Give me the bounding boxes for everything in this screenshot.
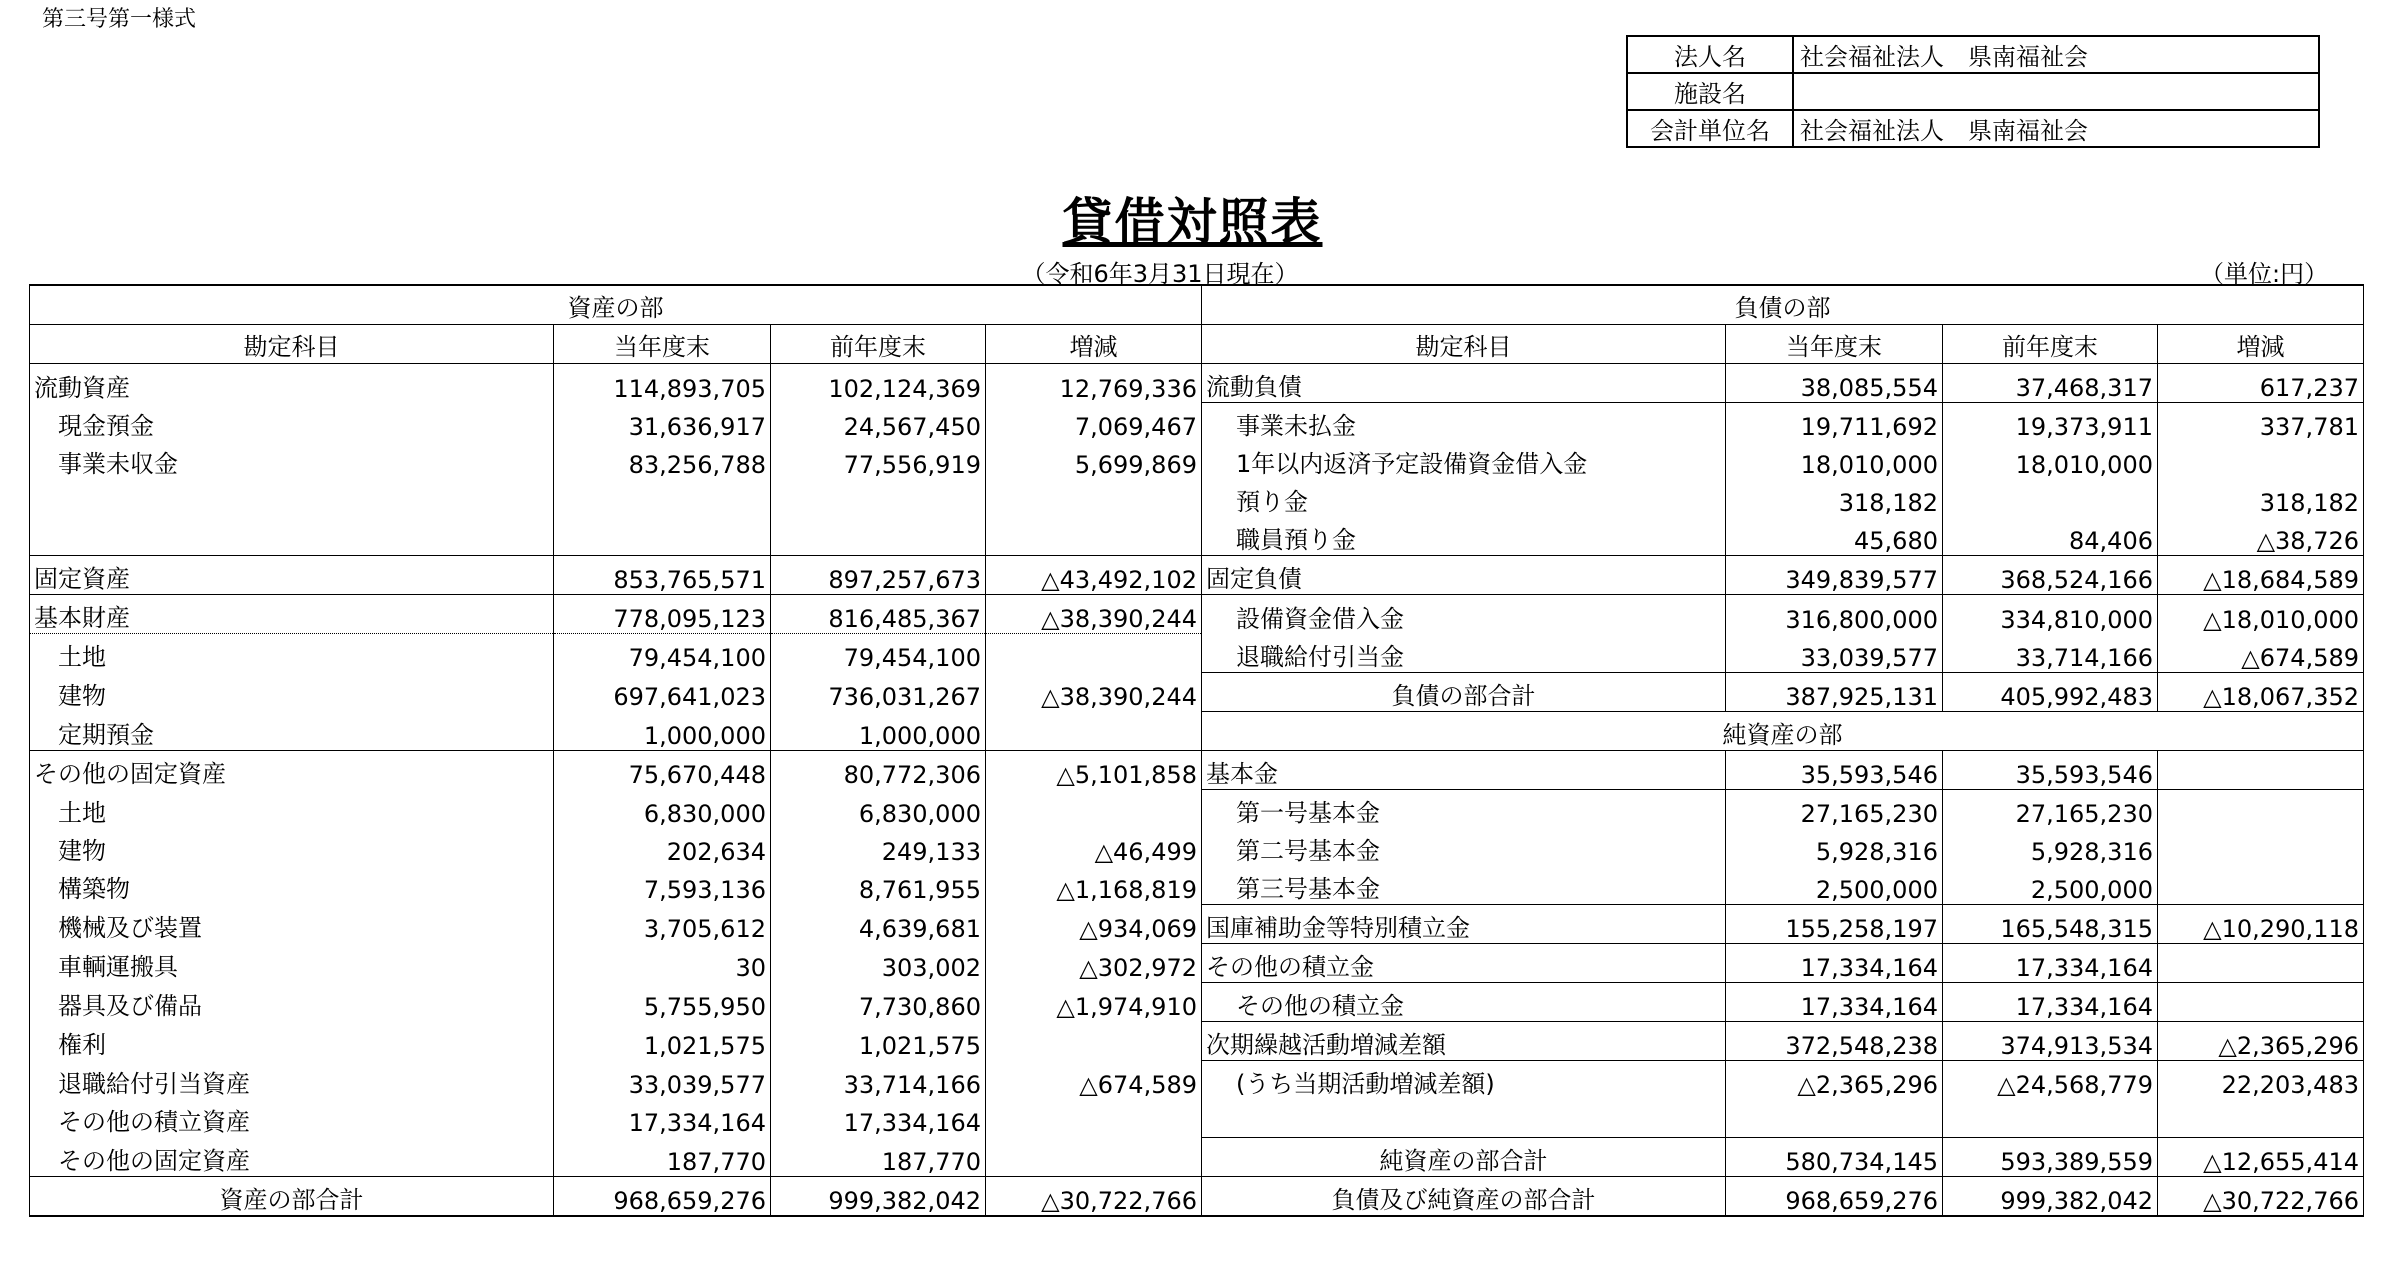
- asset-previous: 249,133: [771, 828, 986, 866]
- liability-previous: 37,468,317: [1943, 364, 2158, 403]
- liability-previous: 33,714,166: [1943, 634, 2158, 673]
- liability-previous: 84,406: [1943, 517, 2158, 556]
- liability-current: 17,334,164: [1726, 982, 1943, 1021]
- asset-previous: 102,124,369: [771, 364, 986, 403]
- assets-change-header: 増減: [986, 325, 1202, 364]
- liability-account-name: 負債の部合計: [1202, 672, 1726, 711]
- liability-change: [2158, 789, 2364, 828]
- asset-previous: [771, 479, 986, 517]
- asset-current: 1,000,000: [554, 711, 771, 750]
- liability-previous: 165,548,315: [1943, 904, 2158, 943]
- liability-current: 5,928,316: [1726, 828, 1943, 866]
- asset-current: 697,641,023: [554, 672, 771, 711]
- asset-change: △38,390,244: [986, 672, 1202, 711]
- asset-change: [986, 711, 1202, 750]
- liability-previous: [1943, 1099, 2158, 1138]
- liability-change: [2158, 982, 2364, 1021]
- net-assets-section-header: 純資産の部: [1202, 711, 2364, 750]
- table-row: [30, 828, 2364, 866]
- asset-previous: 77,556,919: [771, 441, 986, 479]
- asset-change: △46,499: [986, 828, 1202, 866]
- asset-previous: 8,761,955: [771, 866, 986, 905]
- liability-change: 318,182: [2158, 479, 2364, 517]
- liability-account-name: 第三号基本金: [1202, 866, 1726, 905]
- asset-account-name: 事業未収金: [30, 441, 554, 479]
- facility-name-label: 施設名: [1627, 73, 1793, 110]
- as-of-date: （令和6年3月31日現在）: [1021, 260, 1299, 288]
- asset-change: [986, 517, 1202, 556]
- asset-current: 79,454,100: [554, 634, 771, 673]
- table-row: [30, 866, 2364, 905]
- asset-change: [986, 1099, 1202, 1138]
- liability-previous: 593,389,559: [1943, 1137, 2158, 1176]
- liability-current: 155,258,197: [1726, 904, 1943, 943]
- liability-current: 318,182: [1726, 479, 1943, 517]
- asset-previous: 187,770: [771, 1137, 986, 1176]
- liabilities-section-header: 負債の部: [1202, 285, 2364, 325]
- asset-current: 5,755,950: [554, 982, 771, 1021]
- liability-change: [2158, 750, 2364, 789]
- asset-current: 187,770: [554, 1137, 771, 1176]
- liability-current: 316,800,000: [1726, 595, 1943, 634]
- table-row: [30, 1137, 2364, 1176]
- asset-account-name: 退職給付引当資産: [30, 1060, 554, 1099]
- liability-change: [2158, 943, 2364, 982]
- asset-change: 5,699,869: [986, 441, 1202, 479]
- corporation-name-label: 法人名: [1627, 36, 1793, 73]
- asset-current: 31,636,917: [554, 403, 771, 442]
- table-row: [30, 904, 2364, 943]
- facility-name-value: [1793, 73, 2319, 110]
- asset-previous: 17,334,164: [771, 1099, 986, 1138]
- accounting-unit-value: 社会福祉法人 県南福祉会: [1793, 110, 2319, 147]
- liability-account-name: 第一号基本金: [1202, 789, 1726, 828]
- asset-current: 202,634: [554, 828, 771, 866]
- liability-account-name: 流動負債: [1202, 364, 1726, 403]
- liability-current: 372,548,238: [1726, 1021, 1943, 1060]
- asset-account-name: その他の固定資産: [30, 750, 554, 789]
- table-row: [30, 711, 2364, 750]
- asset-account-name: 定期預金: [30, 711, 554, 750]
- asset-change: △1,168,819: [986, 866, 1202, 905]
- liability-account-name: 基本金: [1202, 750, 1726, 789]
- asset-account-name: 建物: [30, 672, 554, 711]
- liability-change: △12,655,414: [2158, 1137, 2364, 1176]
- liability-previous: 27,165,230: [1943, 789, 2158, 828]
- asset-previous: 999,382,042: [771, 1176, 986, 1216]
- asset-change: [986, 479, 1202, 517]
- liability-current: 27,165,230: [1726, 789, 1943, 828]
- liability-current: 45,680: [1726, 517, 1943, 556]
- liability-account-name: その他の積立金: [1202, 982, 1726, 1021]
- asset-current: [554, 517, 771, 556]
- asset-current: 3,705,612: [554, 904, 771, 943]
- liabilities-previous-header: 前年度末: [1943, 325, 2158, 364]
- liability-account-name: 預り金: [1202, 479, 1726, 517]
- asset-account-name: 権利: [30, 1021, 554, 1060]
- asset-account-name: その他の積立資産: [30, 1099, 554, 1138]
- currency-unit: （単位:円）: [2200, 260, 2329, 288]
- liability-account-name: 職員預り金: [1202, 517, 1726, 556]
- liability-previous: 17,334,164: [1943, 943, 2158, 982]
- asset-previous: 79,454,100: [771, 634, 986, 673]
- asset-current: 114,893,705: [554, 364, 771, 403]
- liability-change: △2,365,296: [2158, 1021, 2364, 1060]
- asset-account-name: 資産の部合計: [30, 1176, 554, 1216]
- liability-current: [1726, 1099, 1943, 1138]
- asset-account-name: 土地: [30, 789, 554, 828]
- assets-account-header: 勘定科目: [30, 325, 554, 364]
- liabilities-account-header: 勘定科目: [1202, 325, 1726, 364]
- asset-current: [554, 479, 771, 517]
- table-row: [30, 595, 2364, 634]
- liability-change: △30,722,766: [2158, 1176, 2364, 1216]
- liability-account-name: 1年以内返済予定設備資金借入金: [1202, 441, 1726, 479]
- asset-change: △5,101,858: [986, 750, 1202, 789]
- asset-previous: 816,485,367: [771, 595, 986, 634]
- liability-current: 33,039,577: [1726, 634, 1943, 673]
- asset-current: 778,095,123: [554, 595, 771, 634]
- asset-change: 7,069,467: [986, 403, 1202, 442]
- liability-account-name: (うち当期活動増減差額): [1202, 1060, 1726, 1099]
- asset-previous: 24,567,450: [771, 403, 986, 442]
- liability-current: 19,711,692: [1726, 403, 1943, 442]
- liability-current: 38,085,554: [1726, 364, 1943, 403]
- liability-change: △10,290,118: [2158, 904, 2364, 943]
- table-row: [30, 1021, 2364, 1060]
- asset-change: [986, 789, 1202, 828]
- liability-change: [2158, 441, 2364, 479]
- asset-previous: 1,000,000: [771, 711, 986, 750]
- table-row: [30, 403, 2364, 442]
- liability-account-name: その他の積立金: [1202, 943, 1726, 982]
- asset-previous: [771, 517, 986, 556]
- liability-change: 337,781: [2158, 403, 2364, 442]
- document-title: [0, 182, 2385, 254]
- asset-current: 1,021,575: [554, 1021, 771, 1060]
- asset-account-name: 現金預金: [30, 403, 554, 442]
- asset-change: △302,972: [986, 943, 1202, 982]
- liability-change: 22,203,483: [2158, 1060, 2364, 1099]
- assets-current-header: 当年度末: [554, 325, 771, 364]
- liability-change: △674,589: [2158, 634, 2364, 673]
- asset-current: 75,670,448: [554, 750, 771, 789]
- table-row: [30, 1176, 2364, 1216]
- liability-previous: 999,382,042: [1943, 1176, 2158, 1216]
- liability-change: [2158, 828, 2364, 866]
- balance-sheet-table: [29, 284, 2364, 1217]
- liability-change: [2158, 1099, 2364, 1138]
- asset-current: 853,765,571: [554, 556, 771, 595]
- liability-previous: 368,524,166: [1943, 556, 2158, 595]
- asset-previous: 897,257,673: [771, 556, 986, 595]
- table-row: [30, 672, 2364, 711]
- liability-current: 349,839,577: [1726, 556, 1943, 595]
- liability-account-name: 第二号基本金: [1202, 828, 1726, 866]
- asset-change: △43,492,102: [986, 556, 1202, 595]
- table-row: [30, 634, 2364, 673]
- liability-previous: 18,010,000: [1943, 441, 2158, 479]
- organization-info-box: [1626, 35, 2320, 148]
- liability-change: 617,237: [2158, 364, 2364, 403]
- asset-account-name: 機械及び装置: [30, 904, 554, 943]
- document-title-text: 貸借対照表: [1062, 192, 1323, 251]
- asset-account-name: [30, 479, 554, 517]
- asset-previous: 303,002: [771, 943, 986, 982]
- asset-change: [986, 634, 1202, 673]
- asset-change: △38,390,244: [986, 595, 1202, 634]
- liability-change: △38,726: [2158, 517, 2364, 556]
- asset-previous: 33,714,166: [771, 1060, 986, 1099]
- liability-previous: [1943, 479, 2158, 517]
- liability-current: 35,593,546: [1726, 750, 1943, 789]
- liability-change: △18,010,000: [2158, 595, 2364, 634]
- liability-change: [2158, 866, 2364, 905]
- liability-account-name: 設備資金借入金: [1202, 595, 1726, 634]
- liability-account-name: 負債及び純資産の部合計: [1202, 1176, 1726, 1216]
- table-row: [30, 1099, 2364, 1138]
- table-row: [30, 789, 2364, 828]
- form-number-label: 第三号第一様式: [42, 7, 197, 32]
- table-row: [30, 517, 2364, 556]
- asset-change: △934,069: [986, 904, 1202, 943]
- asset-account-name: 車輌運搬具: [30, 943, 554, 982]
- asset-change: [986, 1137, 1202, 1176]
- table-row: [30, 750, 2364, 789]
- liability-current: 968,659,276: [1726, 1176, 1943, 1216]
- liability-current: 580,734,145: [1726, 1137, 1943, 1176]
- liability-previous: 2,500,000: [1943, 866, 2158, 905]
- asset-previous: 1,021,575: [771, 1021, 986, 1060]
- asset-current: 968,659,276: [554, 1176, 771, 1216]
- liability-account-name: [1202, 1099, 1726, 1138]
- asset-previous: 6,830,000: [771, 789, 986, 828]
- liability-account-name: 次期繰越活動増減差額: [1202, 1021, 1726, 1060]
- liabilities-current-header: 当年度末: [1726, 325, 1943, 364]
- asset-account-name: 建物: [30, 828, 554, 866]
- liability-previous: 334,810,000: [1943, 595, 2158, 634]
- corporation-name-value: 社会福祉法人 県南福祉会: [1793, 36, 2319, 73]
- table-row: [30, 982, 2364, 1021]
- liability-account-name: 純資産の部合計: [1202, 1137, 1726, 1176]
- liability-current: 2,500,000: [1726, 866, 1943, 905]
- table-row: [30, 943, 2364, 982]
- asset-account-name: 構築物: [30, 866, 554, 905]
- asset-account-name: 基本財産: [30, 595, 554, 634]
- liability-account-name: 退職給付引当金: [1202, 634, 1726, 673]
- liability-previous: △24,568,779: [1943, 1060, 2158, 1099]
- liability-current: 18,010,000: [1726, 441, 1943, 479]
- assets-previous-header: 前年度末: [771, 325, 986, 364]
- liability-previous: 5,928,316: [1943, 828, 2158, 866]
- liability-account-name: 固定負債: [1202, 556, 1726, 595]
- liability-current: 387,925,131: [1726, 672, 1943, 711]
- liability-current: 17,334,164: [1726, 943, 1943, 982]
- asset-account-name: 流動資産: [30, 364, 554, 403]
- liability-previous: 405,992,483: [1943, 672, 2158, 711]
- asset-account-name: 器具及び備品: [30, 982, 554, 1021]
- asset-change: △1,974,910: [986, 982, 1202, 1021]
- asset-previous: 736,031,267: [771, 672, 986, 711]
- liabilities-change-header: 増減: [2158, 325, 2364, 364]
- accounting-unit-label: 会計単位名: [1627, 110, 1793, 147]
- table-row: [30, 479, 2364, 517]
- liability-previous: 17,334,164: [1943, 982, 2158, 1021]
- asset-account-name: その他の固定資産: [30, 1137, 554, 1176]
- asset-account-name: 土地: [30, 634, 554, 673]
- asset-change: 12,769,336: [986, 364, 1202, 403]
- liability-previous: 19,373,911: [1943, 403, 2158, 442]
- asset-change: [986, 1021, 1202, 1060]
- asset-current: 33,039,577: [554, 1060, 771, 1099]
- liability-current: △2,365,296: [1726, 1060, 1943, 1099]
- asset-current: 7,593,136: [554, 866, 771, 905]
- liability-account-name: 事業未払金: [1202, 403, 1726, 442]
- liability-change: △18,067,352: [2158, 672, 2364, 711]
- table-row: [30, 441, 2364, 479]
- asset-current: 6,830,000: [554, 789, 771, 828]
- liability-change: △18,684,589: [2158, 556, 2364, 595]
- liability-previous: 35,593,546: [1943, 750, 2158, 789]
- table-row: [30, 364, 2364, 403]
- asset-current: 17,334,164: [554, 1099, 771, 1138]
- asset-previous: 80,772,306: [771, 750, 986, 789]
- asset-account-name: [30, 517, 554, 556]
- asset-current: 30: [554, 943, 771, 982]
- asset-change: △30,722,766: [986, 1176, 1202, 1216]
- liability-previous: 374,913,534: [1943, 1021, 2158, 1060]
- asset-account-name: 固定資産: [30, 556, 554, 595]
- asset-current: 83,256,788: [554, 441, 771, 479]
- assets-section-header: 資産の部: [30, 285, 1202, 325]
- asset-previous: 4,639,681: [771, 904, 986, 943]
- liability-account-name: 国庫補助金等特別積立金: [1202, 904, 1726, 943]
- table-row: [30, 556, 2364, 595]
- asset-change: △674,589: [986, 1060, 1202, 1099]
- table-row: [30, 1060, 2364, 1099]
- asset-previous: 7,730,860: [771, 982, 986, 1021]
